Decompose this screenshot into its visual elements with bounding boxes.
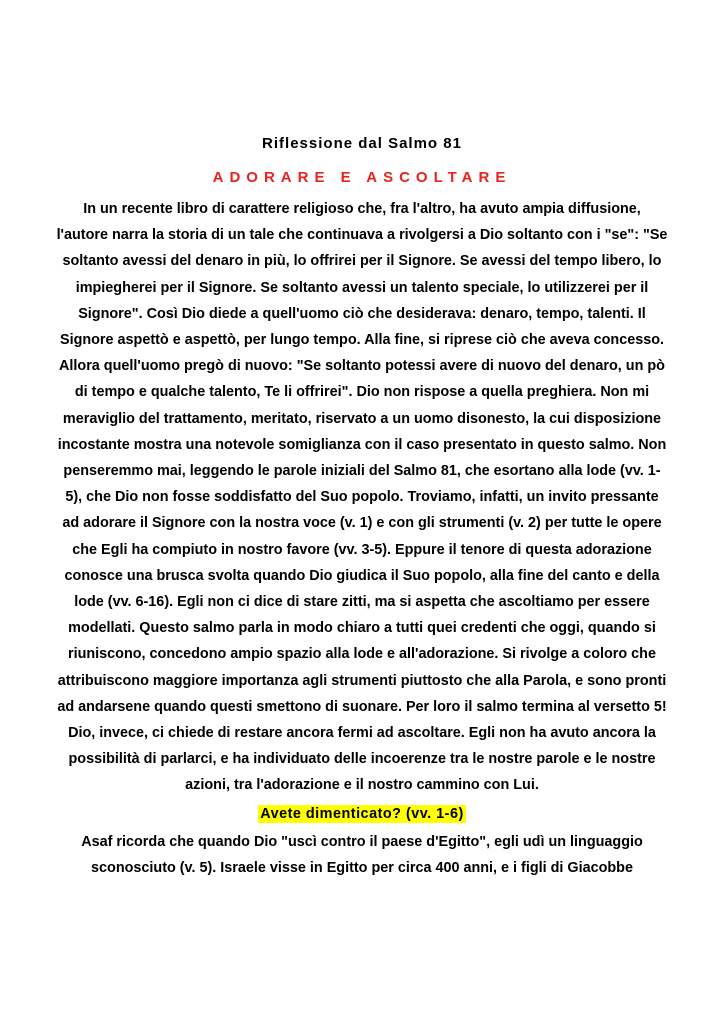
document-subtitle: Riflessione dal Salmo 81 xyxy=(262,135,462,152)
document-page xyxy=(56,134,668,881)
body-paragraph-intro: In un recente libro di carattere religioso che, fra l'altro, ha avuto ampia diffusione, l'autore narra la storia di un tale che continuava a rivolgersi a Dio soltanto con i "se": "Se soltanto avessi del denaro in più, lo offrirei per il Signore. Se avessi del tempo libero, lo impiegherei per il Signore. Se soltanto avessi un talento speciale, lo utilizzerei per il Signore". Così Dio diede a quell'uomo ciò che desiderava: denaro, tempo, talenti. Il Signore aspettò e aspettò, per lungo tempo. Alla fine, si riprese ciò che aveva concesso. Allora quell'uomo pregò di nuovo: "Se soltanto potessi avere di nuovo del denaro, un pò di tempo e qualche talento, Te li offrirei". Dio non rispose a quella preghiera. Non mi meraviglio del trattamento, meritato, riservato a un uomo disonesto, la cui disposizione incostante mostra una notevole somiglianza con il caso presentato in questo salmo. Non penseremmo mai, leggendo le parole iniziali del Salmo 81, che esortano alla lode (vv. 1-5), che Dio non fosse soddisfatto del Suo popolo. Troviamo, infatti, un invito pressante ad adorare il Signore con la nostra voce (v. 1) e con gli strumenti (v. 2) per tutte le opere che Egli ha compiuto in nostro favore (vv. 3-5). Eppure il tenore di questa adorazione conosce una brusca svolta quando Dio giudica il Suo popolo, alla fine del canto e della lode (vv. 6-16). Egli non ci dice di stare zitti, ma si aspetta che ascoltiamo per essere modellati. Questo salmo parla in modo chiaro a tutti quei credenti che oggi, quando si riuniscono, concedono ampio spazio alla lode e all'adorazione. Si rivolge a coloro che attribuiscono maggiore importanza agli strumenti piuttosto che alla Parola, e sono pronti ad andarsene quando questi smettono di suonare. Per loro il salmo termina al versetto 5! Dio, invece, ci chiede di restare ancora fermi ad ascoltare. Egli non ha avuto ancora la possibilità di parlarci, e ha individuato delle incoerenze tra le nostre parole e le nostre azioni, tra l'adorazione e il nostro cammino con Lui. xyxy=(56,201,668,794)
section-heading-text: Avete dimenticato? (vv. 1-6) xyxy=(260,805,464,822)
section-heading xyxy=(56,803,668,825)
document-title: ADORARE E ASCOLTARE xyxy=(212,169,512,186)
body-paragraph-asaf: Asaf ricorda che quando Dio "uscì contro il paese d'Egitto", egli udì un linguaggio sconosciuto (v. 5). Israele visse in Egitto per circa 400 anni, e i figli di Giacobbe xyxy=(81,833,643,876)
